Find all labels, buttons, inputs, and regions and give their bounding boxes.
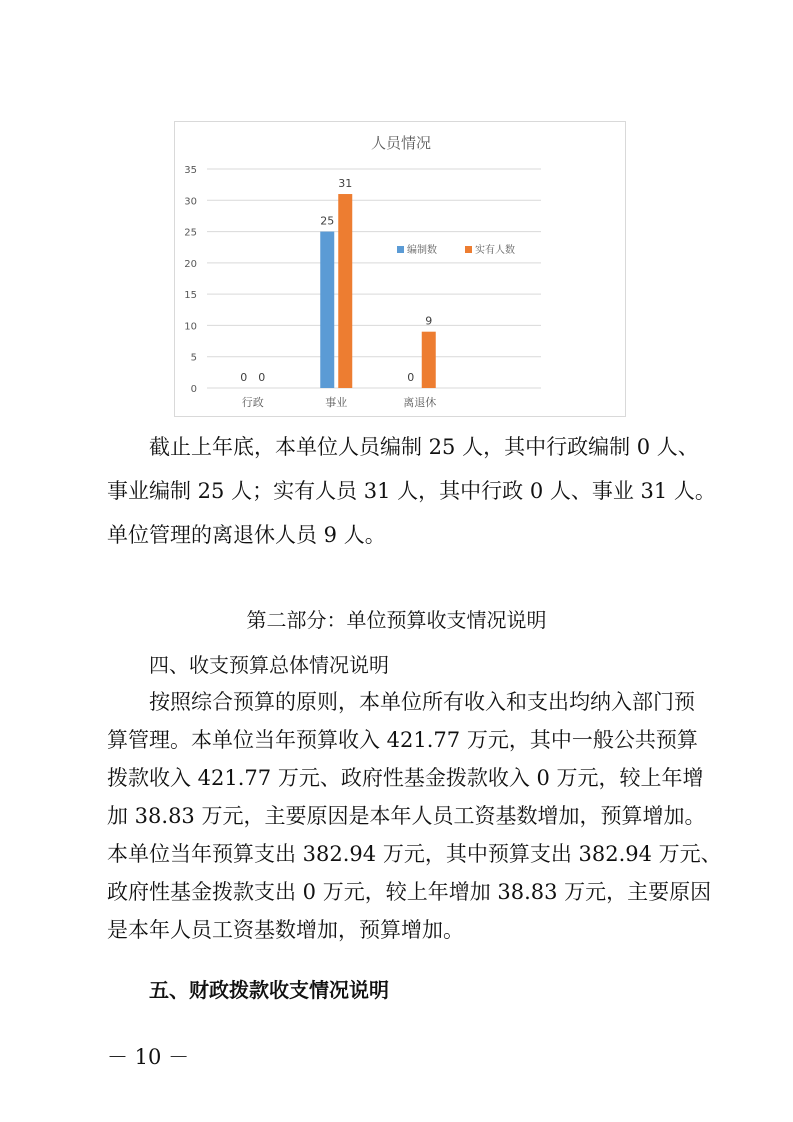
para1-line-2: 事业编制 25 人；实有人员 31 人，其中行政 0 人、事业 31 人。 bbox=[107, 479, 716, 503]
y-tick-label: 25 bbox=[184, 227, 197, 239]
data-label: 31 bbox=[338, 177, 353, 191]
legend-swatch bbox=[397, 246, 404, 253]
y-tick-label: 20 bbox=[184, 258, 197, 270]
para1-line-3: 单位管理的离退休人员 9 人。 bbox=[107, 523, 386, 547]
legend-swatch bbox=[465, 246, 472, 253]
y-tick-label: 15 bbox=[184, 290, 197, 302]
section4-line-4: 加 38.83 万元，主要原因是本年人员工资基数增加，预算增加。 bbox=[107, 804, 706, 828]
y-tick-label: 35 bbox=[184, 165, 197, 176]
legend-label: 实有人数 bbox=[475, 245, 515, 256]
section4-line-1: 按照综合预算的原则，本单位所有收入和支出均纳入部门预 bbox=[149, 690, 695, 714]
part-title: 第二部分：单位预算收支情况说明 bbox=[246, 608, 547, 632]
staff-chart bbox=[174, 121, 626, 417]
section4-line-2: 算管理。本单位当年预算收入 421.77 万元，其中一般公共预算 bbox=[107, 728, 698, 752]
para1-line-1: 截止上年底，本单位人员编制 25 人，其中行政编制 0 人、 bbox=[149, 435, 699, 459]
x-tick-label: 行政 bbox=[241, 396, 264, 409]
data-label: 0 bbox=[407, 371, 415, 384]
y-tick-label: 0 bbox=[190, 384, 197, 395]
section4-line-3: 拨款收入 421.77 万元、政府性基金拨款收入 0 万元，较上年增 bbox=[107, 766, 704, 790]
bar-实有人数 bbox=[422, 332, 436, 388]
section5-title: 五、财政拨款收支情况说明 bbox=[149, 978, 389, 1002]
data-label: 9 bbox=[425, 314, 433, 328]
y-tick-label: 10 bbox=[184, 321, 197, 333]
page-number: － 10 － bbox=[107, 1045, 190, 1069]
data-label: 0 bbox=[258, 371, 266, 384]
section4-line-6: 政府性基金拨款支出 0 万元，较上年增加 38.83 万元，主要原因 bbox=[107, 880, 712, 904]
section4-title: 四、收支预算总体情况说明 bbox=[149, 653, 389, 677]
y-tick-label: 5 bbox=[190, 352, 197, 364]
x-tick-label: 事业 bbox=[325, 396, 348, 409]
section4-line-5: 本单位当年预算支出 382.94 万元，其中预算支出 382.94 万元、 bbox=[107, 842, 722, 866]
legend-label: 编制数 bbox=[407, 245, 437, 256]
bar-编制数 bbox=[320, 232, 334, 388]
chart-title: 人员情况 bbox=[370, 134, 432, 152]
bar-实有人数 bbox=[338, 194, 352, 388]
section4-line-7: 是本年人员工资基数增加，预算增加。 bbox=[107, 918, 464, 942]
x-tick-label: 离退休 bbox=[403, 396, 437, 409]
data-label: 0 bbox=[240, 371, 248, 384]
chart-canvas bbox=[175, 122, 627, 418]
y-tick-label: 30 bbox=[184, 196, 197, 208]
data-label: 25 bbox=[320, 214, 335, 228]
